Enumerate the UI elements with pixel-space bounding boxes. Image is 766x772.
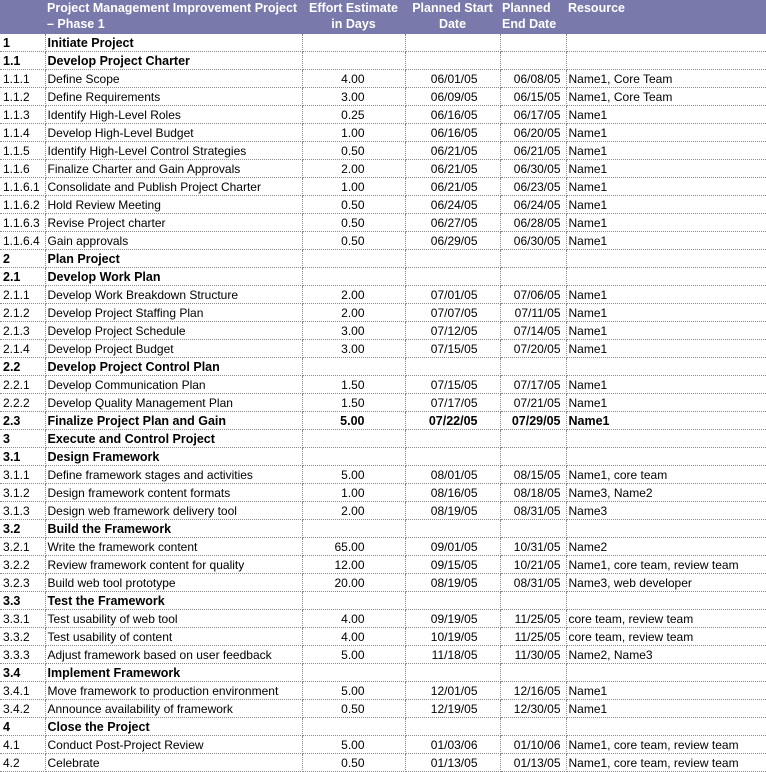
resource-column-header: Resource	[566, 0, 766, 34]
row-end-date	[500, 268, 566, 286]
row-id: 3.2.1	[0, 538, 45, 556]
row-id: 3	[0, 430, 45, 448]
row-effort: 0.50	[302, 214, 405, 232]
row-end-date: 06/17/05	[500, 106, 566, 124]
row-start-date: 06/16/05	[405, 124, 500, 142]
row-start-date: 06/21/05	[405, 160, 500, 178]
table-row[interactable]	[0, 574, 766, 592]
row-effort: 1.50	[302, 394, 405, 412]
row-start-date: 07/17/05	[405, 394, 500, 412]
row-start-date	[405, 430, 500, 448]
row-id: 3.4.2	[0, 700, 45, 718]
table-row[interactable]	[0, 142, 766, 160]
row-end-date: 06/30/05	[500, 232, 566, 250]
row-resource: Name1	[566, 286, 766, 304]
table-row[interactable]	[0, 484, 766, 502]
row-start-date: 07/01/05	[405, 286, 500, 304]
row-end-date: 06/21/05	[500, 142, 566, 160]
row-id: 1.1.1	[0, 70, 45, 88]
row-effort: 1.00	[302, 124, 405, 142]
row-id: 3.2.3	[0, 574, 45, 592]
table-row[interactable]	[0, 322, 766, 340]
row-task: Plan Project	[45, 250, 302, 268]
row-id: 2.1.1	[0, 286, 45, 304]
row-start-date	[405, 34, 500, 52]
table-row[interactable]	[0, 682, 766, 700]
row-effort: 4.00	[302, 70, 405, 88]
row-id: 2.1.2	[0, 304, 45, 322]
row-end-date: 10/21/05	[500, 556, 566, 574]
row-resource: Name1	[566, 124, 766, 142]
row-effort	[302, 520, 405, 538]
row-task: Test usability of web tool	[45, 610, 302, 628]
row-id: 3.3.2	[0, 628, 45, 646]
row-resource: Name1, core team	[566, 466, 766, 484]
row-start-date: 07/22/05	[405, 412, 500, 430]
row-effort: 65.00	[302, 538, 405, 556]
row-effort: 5.00	[302, 682, 405, 700]
table-row[interactable]	[0, 358, 766, 376]
row-resource: Name1, core team, review team	[566, 736, 766, 754]
row-task: Build the Framework	[45, 520, 302, 538]
row-task: Build web tool prototype	[45, 574, 302, 592]
table-row[interactable]	[0, 754, 766, 772]
row-effort	[302, 358, 405, 376]
task-column-header: Project Management Improvement Project – Phase 1	[45, 0, 302, 34]
row-task: Define Scope	[45, 70, 302, 88]
row-end-date: 08/15/05	[500, 466, 566, 484]
row-start-date: 06/27/05	[405, 214, 500, 232]
row-id: 3.2.2	[0, 556, 45, 574]
table-row[interactable]	[0, 610, 766, 628]
table-row[interactable]	[0, 736, 766, 754]
row-effort	[302, 664, 405, 682]
row-start-date	[405, 448, 500, 466]
row-resource: Name1	[566, 682, 766, 700]
row-id: 2.2	[0, 358, 45, 376]
row-end-date: 06/20/05	[500, 124, 566, 142]
row-resource: core team, review team	[566, 610, 766, 628]
row-start-date: 12/19/05	[405, 700, 500, 718]
row-id: 3.1.3	[0, 502, 45, 520]
row-resource: Name1	[566, 142, 766, 160]
row-effort	[302, 250, 405, 268]
row-effort: 1.00	[302, 178, 405, 196]
row-task: Move framework to production environment	[45, 682, 302, 700]
table-row[interactable]	[0, 268, 766, 286]
table-row[interactable]	[0, 106, 766, 124]
row-start-date	[405, 250, 500, 268]
row-effort: 0.50	[302, 700, 405, 718]
row-end-date	[500, 520, 566, 538]
row-start-date: 06/16/05	[405, 106, 500, 124]
row-end-date: 07/11/05	[500, 304, 566, 322]
row-effort	[302, 718, 405, 736]
row-effort	[302, 34, 405, 52]
row-task: Develop Project Schedule	[45, 322, 302, 340]
row-task: Identify High-Level Roles	[45, 106, 302, 124]
row-resource: Name1	[566, 214, 766, 232]
row-effort: 5.00	[302, 646, 405, 664]
row-start-date	[405, 268, 500, 286]
table-row[interactable]	[0, 556, 766, 574]
end-column-header: Planned End Date	[500, 0, 566, 34]
table-row[interactable]	[0, 376, 766, 394]
row-resource	[566, 448, 766, 466]
row-effort: 4.00	[302, 628, 405, 646]
row-id: 3.3.3	[0, 646, 45, 664]
row-id: 1.1.3	[0, 106, 45, 124]
row-start-date: 01/03/06	[405, 736, 500, 754]
row-start-date: 06/21/05	[405, 142, 500, 160]
row-end-date	[500, 718, 566, 736]
table-row[interactable]	[0, 232, 766, 250]
row-effort: 12.00	[302, 556, 405, 574]
row-end-date	[500, 358, 566, 376]
row-task: Finalize Charter and Gain Approvals	[45, 160, 302, 178]
row-effort: 5.00	[302, 412, 405, 430]
table-row[interactable]	[0, 664, 766, 682]
table-row[interactable]	[0, 340, 766, 358]
row-id: 3.1.1	[0, 466, 45, 484]
row-effort: 2.00	[302, 160, 405, 178]
row-effort	[302, 448, 405, 466]
row-task: Celebrate	[45, 754, 302, 772]
row-resource: Name1	[566, 106, 766, 124]
row-end-date: 12/30/05	[500, 700, 566, 718]
row-task: Implement Framework	[45, 664, 302, 682]
row-effort: 3.00	[302, 322, 405, 340]
row-effort: 3.00	[302, 340, 405, 358]
row-effort: 20.00	[302, 574, 405, 592]
row-resource: Name1	[566, 322, 766, 340]
row-id: 2.1.4	[0, 340, 45, 358]
table-row[interactable]	[0, 430, 766, 448]
row-task: Identify High-Level Control Strategies	[45, 142, 302, 160]
table-row[interactable]	[0, 52, 766, 70]
row-resource	[566, 52, 766, 70]
row-start-date: 01/13/05	[405, 754, 500, 772]
row-resource	[566, 358, 766, 376]
id-column-header	[0, 0, 45, 34]
row-end-date: 08/31/05	[500, 574, 566, 592]
row-end-date: 06/28/05	[500, 214, 566, 232]
row-start-date: 06/09/05	[405, 88, 500, 106]
row-id: 3.3.1	[0, 610, 45, 628]
row-id: 3.1	[0, 448, 45, 466]
row-effort: 0.25	[302, 106, 405, 124]
row-effort: 2.00	[302, 502, 405, 520]
table-row[interactable]	[0, 538, 766, 556]
table-row[interactable]	[0, 502, 766, 520]
row-end-date: 07/20/05	[500, 340, 566, 358]
row-effort	[302, 592, 405, 610]
row-id: 2.2.2	[0, 394, 45, 412]
row-task: Test the Framework	[45, 592, 302, 610]
row-resource: Name1, Core Team	[566, 70, 766, 88]
row-end-date: 01/13/05	[500, 754, 566, 772]
row-start-date: 07/15/05	[405, 376, 500, 394]
row-effort: 0.50	[302, 754, 405, 772]
row-task: Develop Project Charter	[45, 52, 302, 70]
row-start-date: 06/29/05	[405, 232, 500, 250]
row-task: Design web framework delivery tool	[45, 502, 302, 520]
row-task: Develop Communication Plan	[45, 376, 302, 394]
row-end-date: 06/08/05	[500, 70, 566, 88]
row-resource	[566, 250, 766, 268]
table-row[interactable]	[0, 196, 766, 214]
row-end-date: 06/23/05	[500, 178, 566, 196]
row-resource: core team, review team	[566, 628, 766, 646]
row-id: 2	[0, 250, 45, 268]
row-resource: Name1	[566, 178, 766, 196]
row-end-date	[500, 430, 566, 448]
row-resource: Name1	[566, 232, 766, 250]
row-id: 1.1.6	[0, 160, 45, 178]
row-end-date: 11/30/05	[500, 646, 566, 664]
row-end-date	[500, 52, 566, 70]
row-resource: Name1	[566, 196, 766, 214]
table-row[interactable]	[0, 160, 766, 178]
row-id: 3.3	[0, 592, 45, 610]
row-resource: Name1	[566, 340, 766, 358]
table-row[interactable]	[0, 700, 766, 718]
row-task: Design Framework	[45, 448, 302, 466]
effort-column-header: Effort Estimate in Days	[302, 0, 405, 34]
row-start-date: 07/15/05	[405, 340, 500, 358]
row-id: 2.1.3	[0, 322, 45, 340]
row-resource	[566, 592, 766, 610]
row-effort: 5.00	[302, 736, 405, 754]
row-effort: 0.50	[302, 142, 405, 160]
row-start-date: 08/19/05	[405, 574, 500, 592]
row-id: 4	[0, 718, 45, 736]
row-end-date	[500, 592, 566, 610]
row-task: Develop High-Level Budget	[45, 124, 302, 142]
row-end-date: 08/31/05	[500, 502, 566, 520]
row-id: 2.2.1	[0, 376, 45, 394]
row-start-date: 09/19/05	[405, 610, 500, 628]
row-task: Develop Project Control Plan	[45, 358, 302, 376]
row-resource: Name3, Name2	[566, 484, 766, 502]
row-id: 1.1.6.2	[0, 196, 45, 214]
row-start-date: 06/01/05	[405, 70, 500, 88]
table-row[interactable]	[0, 250, 766, 268]
table-row[interactable]	[0, 412, 766, 430]
row-id: 1.1.6.1	[0, 178, 45, 196]
row-end-date: 11/25/05	[500, 628, 566, 646]
row-resource	[566, 34, 766, 52]
row-effort: 1.00	[302, 484, 405, 502]
row-task: Gain approvals	[45, 232, 302, 250]
row-resource	[566, 430, 766, 448]
table-row[interactable]	[0, 466, 766, 484]
row-id: 1	[0, 34, 45, 52]
table-row[interactable]	[0, 304, 766, 322]
row-end-date	[500, 250, 566, 268]
row-start-date	[405, 664, 500, 682]
table-row[interactable]	[0, 448, 766, 466]
row-start-date	[405, 592, 500, 610]
row-end-date	[500, 448, 566, 466]
row-effort: 4.00	[302, 610, 405, 628]
row-resource: Name2, Name3	[566, 646, 766, 664]
row-end-date: 06/24/05	[500, 196, 566, 214]
row-task: Initiate Project	[45, 34, 302, 52]
row-id: 1.1	[0, 52, 45, 70]
table-row[interactable]	[0, 286, 766, 304]
row-start-date: 06/24/05	[405, 196, 500, 214]
row-task: Develop Project Staffing Plan	[45, 304, 302, 322]
row-task: Write the framework content	[45, 538, 302, 556]
row-task: Develop Project Budget	[45, 340, 302, 358]
row-start-date: 07/07/05	[405, 304, 500, 322]
header-row	[0, 0, 766, 34]
row-id: 1.1.4	[0, 124, 45, 142]
row-start-date: 07/12/05	[405, 322, 500, 340]
row-resource: Name1	[566, 160, 766, 178]
row-task: Adjust framework based on user feedback	[45, 646, 302, 664]
row-effort: 1.50	[302, 376, 405, 394]
row-resource: Name1	[566, 376, 766, 394]
row-effort: 3.00	[302, 88, 405, 106]
row-resource: Name1, core team, review team	[566, 556, 766, 574]
row-resource: Name1	[566, 394, 766, 412]
row-end-date: 01/10/06	[500, 736, 566, 754]
row-end-date: 06/30/05	[500, 160, 566, 178]
row-resource: Name1	[566, 412, 766, 430]
row-task: Define Requirements	[45, 88, 302, 106]
table-row[interactable]	[0, 34, 766, 52]
row-task: Revise Project charter	[45, 214, 302, 232]
row-start-date	[405, 52, 500, 70]
row-id: 3.4.1	[0, 682, 45, 700]
row-start-date: 10/19/05	[405, 628, 500, 646]
row-end-date: 10/31/05	[500, 538, 566, 556]
row-start-date: 06/21/05	[405, 178, 500, 196]
table-row[interactable]	[0, 70, 766, 88]
row-id: 1.1.2	[0, 88, 45, 106]
row-task: Design framework content formats	[45, 484, 302, 502]
row-effort: 2.00	[302, 304, 405, 322]
row-resource	[566, 664, 766, 682]
row-task: Hold Review Meeting	[45, 196, 302, 214]
row-end-date: 07/14/05	[500, 322, 566, 340]
row-start-date: 08/19/05	[405, 502, 500, 520]
row-effort	[302, 268, 405, 286]
row-start-date: 09/01/05	[405, 538, 500, 556]
table-row[interactable]	[0, 628, 766, 646]
row-start-date	[405, 520, 500, 538]
row-start-date: 09/15/05	[405, 556, 500, 574]
row-end-date: 07/29/05	[500, 412, 566, 430]
row-id: 1.1.5	[0, 142, 45, 160]
start-column-header: Planned Start Date	[405, 0, 500, 34]
row-end-date: 07/06/05	[500, 286, 566, 304]
row-resource: Name1	[566, 700, 766, 718]
row-resource: Name3, web developer	[566, 574, 766, 592]
row-task: Announce availability of framework	[45, 700, 302, 718]
row-resource: Name3	[566, 502, 766, 520]
row-resource	[566, 268, 766, 286]
row-effort: 0.50	[302, 196, 405, 214]
row-start-date: 11/18/05	[405, 646, 500, 664]
row-start-date: 08/01/05	[405, 466, 500, 484]
row-id: 4.2	[0, 754, 45, 772]
table-body	[0, 34, 766, 772]
row-end-date: 08/18/05	[500, 484, 566, 502]
row-resource	[566, 718, 766, 736]
row-task: Conduct Post-Project Review	[45, 736, 302, 754]
table-row[interactable]	[0, 178, 766, 196]
table-row[interactable]	[0, 88, 766, 106]
row-effort: 2.00	[302, 286, 405, 304]
row-task: Develop Work Breakdown Structure	[45, 286, 302, 304]
row-effort: 5.00	[302, 466, 405, 484]
row-resource: Name1, Core Team	[566, 88, 766, 106]
row-start-date: 08/16/05	[405, 484, 500, 502]
table-row[interactable]	[0, 646, 766, 664]
row-id: 3.2	[0, 520, 45, 538]
row-end-date: 11/25/05	[500, 610, 566, 628]
row-id: 3.4	[0, 664, 45, 682]
row-resource: Name1	[566, 304, 766, 322]
row-task: Define framework stages and activities	[45, 466, 302, 484]
row-start-date	[405, 718, 500, 736]
row-end-date: 07/21/05	[500, 394, 566, 412]
table-row[interactable]	[0, 394, 766, 412]
row-end-date: 12/16/05	[500, 682, 566, 700]
row-id: 2.3	[0, 412, 45, 430]
row-end-date: 06/15/05	[500, 88, 566, 106]
table-row[interactable]	[0, 718, 766, 736]
row-task: Develop Work Plan	[45, 268, 302, 286]
row-task: Close the Project	[45, 718, 302, 736]
row-task: Test usability of content	[45, 628, 302, 646]
row-id: 1.1.6.4	[0, 232, 45, 250]
row-start-date	[405, 358, 500, 376]
row-id: 2.1	[0, 268, 45, 286]
row-task: Execute and Control Project	[45, 430, 302, 448]
table-row[interactable]	[0, 124, 766, 142]
row-id: 4.1	[0, 736, 45, 754]
row-start-date: 12/01/05	[405, 682, 500, 700]
table-row[interactable]	[0, 214, 766, 232]
row-end-date	[500, 34, 566, 52]
row-resource	[566, 520, 766, 538]
row-task: Review framework content for quality	[45, 556, 302, 574]
row-end-date	[500, 664, 566, 682]
row-effort	[302, 430, 405, 448]
row-id: 1.1.6.3	[0, 214, 45, 232]
row-task: Finalize Project Plan and Gain	[45, 412, 302, 430]
row-end-date: 07/17/05	[500, 376, 566, 394]
row-id: 3.1.2	[0, 484, 45, 502]
row-resource: Name1, core team, review team	[566, 754, 766, 772]
row-task: Develop Quality Management Plan	[45, 394, 302, 412]
row-effort: 0.50	[302, 232, 405, 250]
row-task: Consolidate and Publish Project Charter	[45, 178, 302, 196]
row-resource: Name2	[566, 538, 766, 556]
table-row[interactable]	[0, 520, 766, 538]
row-effort	[302, 52, 405, 70]
table-row[interactable]	[0, 592, 766, 610]
